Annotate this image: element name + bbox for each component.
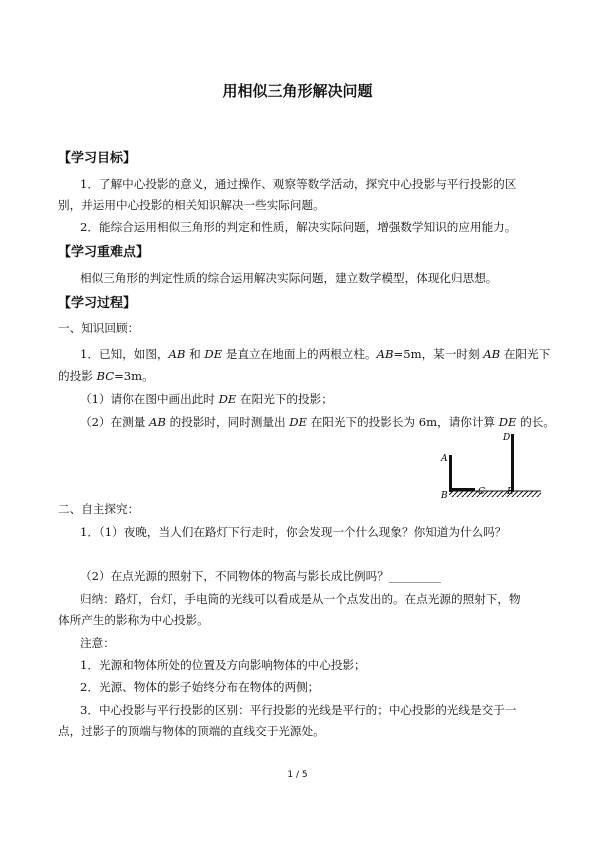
keypoints-heading: 【学习重难点】 xyxy=(58,245,150,260)
question-1-line-2: 的投影 BC=3m。 xyxy=(58,369,154,383)
pole-ab xyxy=(449,455,452,492)
note-1: 1．光源和物体所处的位置及方向影响物体的中心投影； xyxy=(80,658,366,672)
note-2: 2．光源、物体的影子始终分布在物体的两侧； xyxy=(80,680,320,694)
goals-heading: 【学习目标】 xyxy=(58,151,137,166)
poles-diagram xyxy=(439,430,549,502)
page-number: 1 / 5 xyxy=(287,770,308,780)
page-title: 用相似三角形解决问题 xyxy=(222,82,373,100)
label-c: C xyxy=(478,487,485,497)
summary-line-2: 体所产生的影称为中心投影。 xyxy=(58,613,209,627)
ground-hatching xyxy=(449,491,541,497)
pole-de xyxy=(511,434,514,492)
label-a: A xyxy=(441,454,448,464)
process-heading: 【学习过程】 xyxy=(58,296,137,311)
label-e: E xyxy=(507,487,514,497)
summary-line-1: 归纳：路灯，台灯，手电筒的光线可以看成是从一个点发出的。在点光源的照射下，物 xyxy=(80,592,521,606)
section-review: 一、知识回顾： xyxy=(58,321,140,335)
question-1-line-1: 1．已知，如图，AB 和 DE 是直立在地面上的两根立柱。AB=5m，某一时刻 AB 在阳光下 xyxy=(80,347,551,361)
goal-2: 2．能综合运用相似三角形的判定和性质，解决实际问题，增强数学知识的应用能力。 xyxy=(80,220,517,234)
note-3-line-1: 3．中心投影与平行投影的区别：平行投影的光线是平行的；中心投影的光线是交于一 xyxy=(80,703,517,717)
label-d: D xyxy=(503,433,511,443)
keypoints-text: 相似三角形的判定性质的综合运用解决实际问题，建立数学模型，体现化归思想。 xyxy=(80,271,498,285)
goal-1-line-2: 别，并运用中心投影的相关知识解决一些实际问题。 xyxy=(58,198,325,212)
label-b: B xyxy=(441,491,448,501)
note-label: 注意： xyxy=(80,636,115,650)
goal-1-line-1: 1．了解中心投影的意义，通过操作、观察等数学活动，探究中心投影与平行投影的区 xyxy=(80,177,517,191)
question-2-line-1: 1．（1）夜晚，当人们在路灯下行走时，你会发现一个什么现象？你知道为什么吗？ xyxy=(80,525,507,539)
question-2-sub-2: （2）在点光源的照射下，不同物体的物高与影长成比例吗？_________ xyxy=(80,569,441,583)
question-1-sub-2: （2）在测量 AB 的投影时，同时测量出 DE 在阳光下的投影长为 6m，请你计算 DE 的长。 xyxy=(80,415,555,429)
question-1-sub-1: （1）请你在图中画出此时 DE 在阳光下的投影； xyxy=(80,392,333,406)
section-explore: 二、自主探究： xyxy=(58,502,140,516)
note-3-line-2: 点，过影子的顶端与物体的顶端的直线交于光源处。 xyxy=(58,724,325,738)
